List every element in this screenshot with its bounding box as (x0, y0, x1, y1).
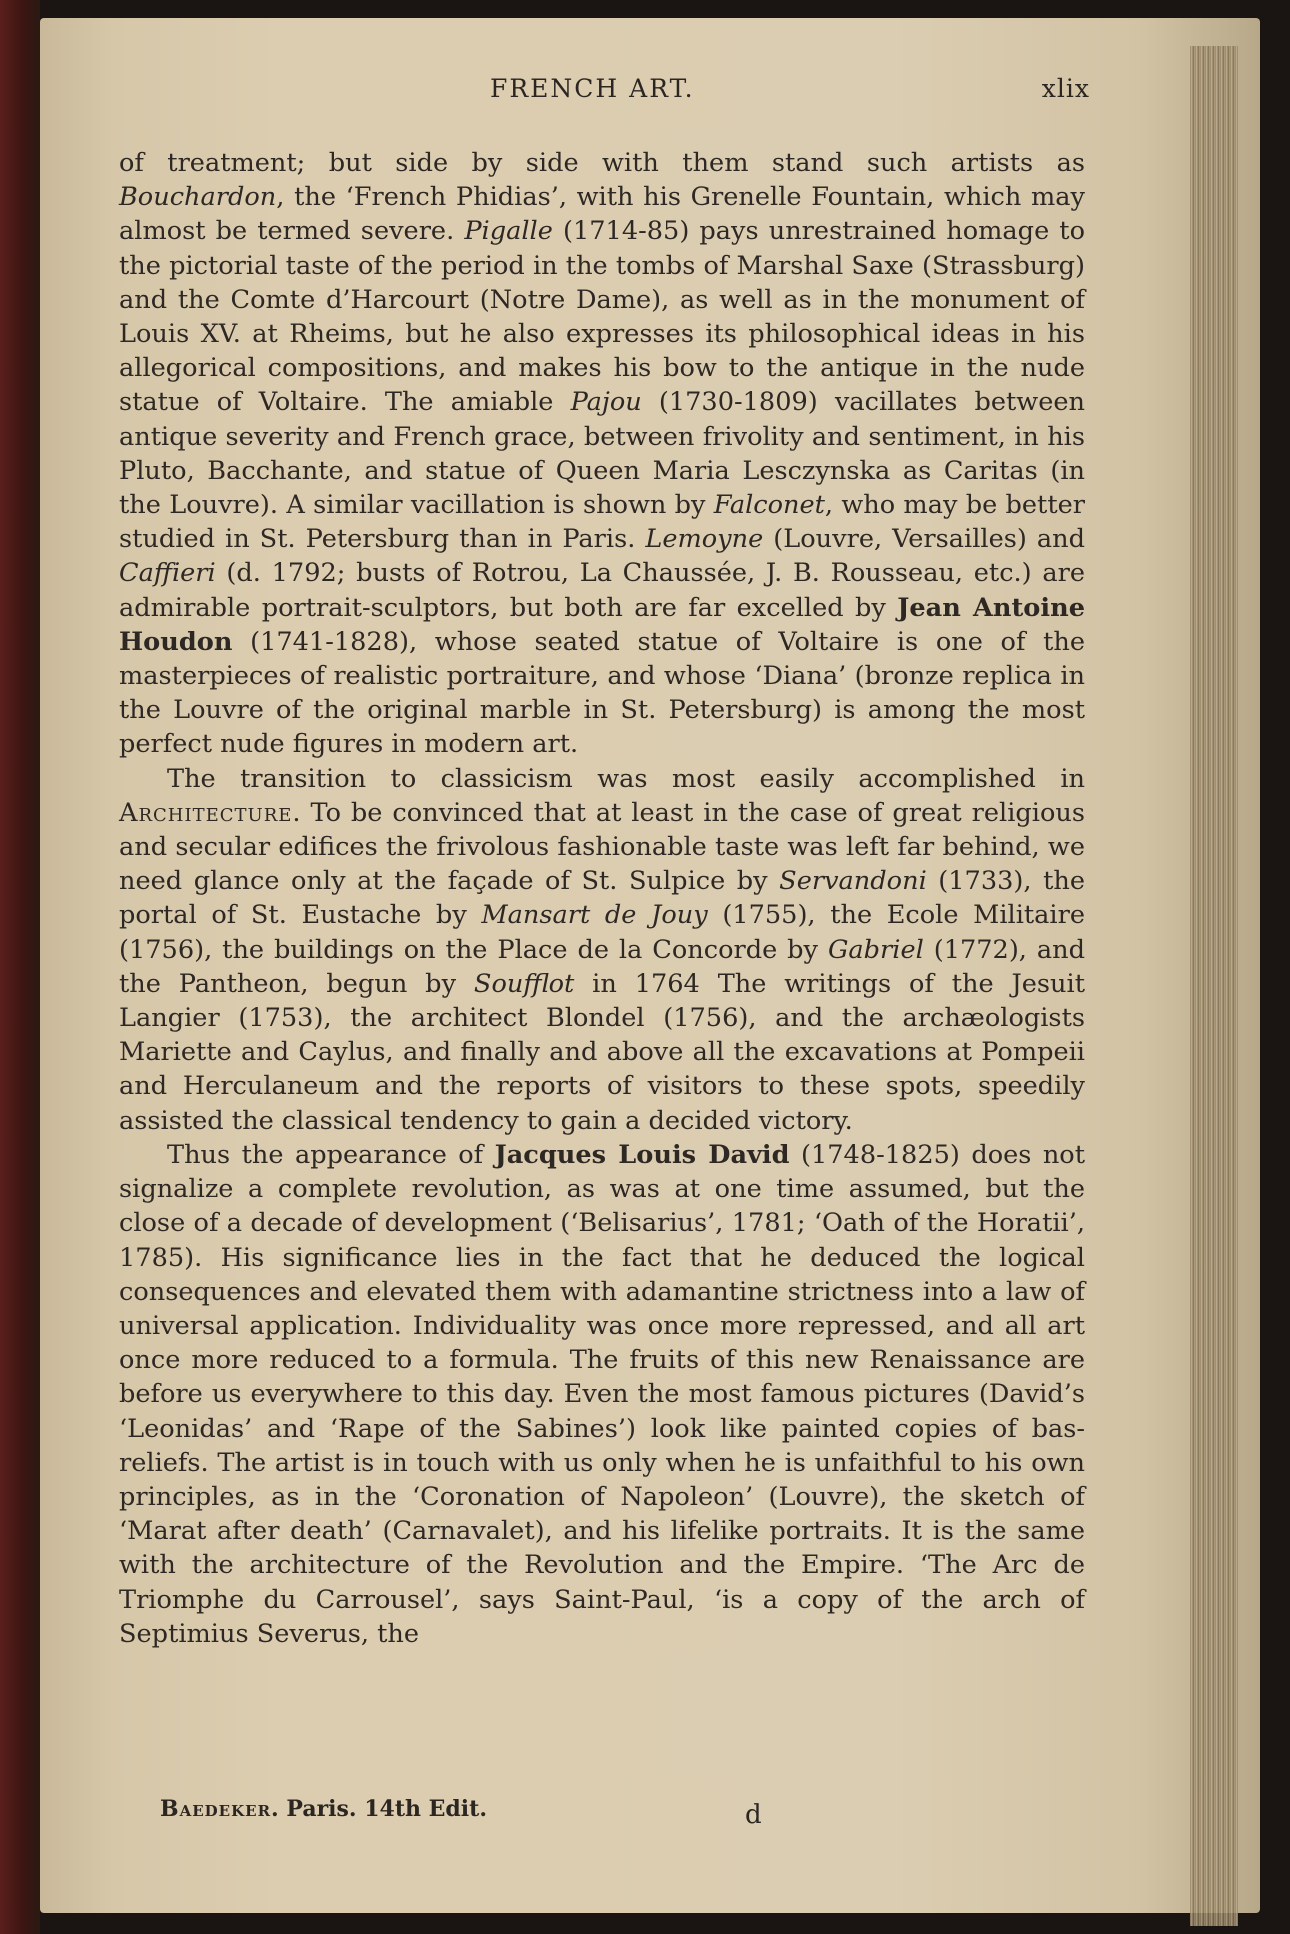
page-header (120, 74, 1090, 114)
paragraph-architecture: The transition to classicism was most easily accomplished in Architecture. To be convinced that at least in the case of great religious and secular edifices the frivolous fashionable taste was left far behind, we need glance only at the façade of St. Sulpice by Servandoni (1733), the portal of St. Eustache by Mansart de Jouy (1755), the Ecole Militaire (1756), the buildings on the Place de la Concorde by Gabriel (1772), and the Pantheon, begun by Soufflot in 1764 The writings of the Jesuit Langier (1753), the architect Blondel (1756), and the archæologists Mariette and Caylus, and finally and above all the excavations at Pompeii and Herculaneum and the reports of visitors to these spots, speedily assisted the classical tendency to gain a decided victory. (119, 763, 1086, 1136)
body-text (119, 146, 1085, 1651)
book-binding-left (0, 0, 40, 1934)
artist-name: Pajou (570, 387, 642, 418)
page-edges (1190, 46, 1238, 1926)
artist-name: Pigalle (464, 216, 553, 247)
paragraph-sculptors: of treatment; but side by side with them stand such artists as Bouchardon, the ‘French Phidias’, with his Grenelle Fountain, which may almost be termed severe. Pigalle (1714-85) pays unrestrained homage to the pictorial taste of the period in the tombs of Marshal Saxe (Strassburg) and the Comte d’Harcourt (Notre Dame), as well as in the monument of Louis XV. at Rheims, but he also expresses its philosophical ideas in his allegorical compositions, and makes his bow to the antique in the nude statue of Voltaire. The amiable Pajou (1730-1809) vacillates between antique severity and French grace, between frivolity and sentiment, in his Pluto, Bacchante, and statue of Queen Maria Lesczynska as Caritas (in the Louvre). A similar vacillation is shown by Falconet, who may be better studied in St. Petersburg than in Paris. Lemoyne (Louvre, Versailles) and Caffieri (d. 1792; busts of Rotrou, La Chaussée, J. B. Rousseau, etc.) are admirable portrait-sculptors, but both are far excelled by Jean Antoine Houdon (1741-1828), whose seated statue of Voltaire is one of the masterpieces of realistic portraiture, and whose ‘Diana’ (bronze replica in the Louvre of the original marble in St. Petersburg) is among the most perfect nude figures in modern art. (119, 148, 1085, 760)
page-number: xlix (1041, 74, 1090, 103)
artist-name: Lemoyne (645, 524, 764, 555)
artist-name: Caffieri (119, 558, 216, 589)
artist-name-bold: Jacques Louis David (494, 1139, 790, 1170)
paragraph-david: Thus the appearance of Jacques Louis David (1748-1825) does not signalize a complete revolution, as was at one time assumed, but the close of a decade of development (‘Belisarius’, 1781; ‘Oath of the Horatii’, 1785). His significance lies in the fact that he deduced the logical consequences and elevated them with adamantine strictness into a law of universal application. Individuality was once more repressed, and all art once more reduced to a formula. The fruits of this new Renaissance are before us everywhere to this day. Even the most famous pictures (David’s ‘Leonidas’ and ‘Rape of the Sabines’) look like painted copies of bas-reliefs. The artist is in touch with us only when he is unfaithful to his own principles, as in the ‘Coronation of Napoleon’ (Louvre), the sketch of ‘Marat after death’ (Carnavalet), and his lifelike portraits. It is the same with the architecture of the Revolution and the Empire. ‘The Arc de Triomphe du Carrousel’, says Saint-Paul, ‘is a copy of the arch of Septimius Severus, the (119, 1139, 1085, 1649)
artist-name: Bouchardon (119, 182, 277, 213)
artist-name: Mansart de Jouy (481, 900, 708, 931)
section-term: Architecture (119, 797, 293, 828)
edition-note: . Paris. 14th Edit. (271, 1796, 487, 1822)
signature-mark: d (745, 1800, 762, 1830)
artist-name: Servandoni (779, 866, 927, 897)
artist-name-bold: Jean Antoine Houdon (119, 592, 1085, 657)
running-title: FRENCH ART. (490, 74, 695, 103)
artist-name: Gabriel (827, 934, 924, 965)
artist-name: Soufflot (473, 968, 575, 999)
page-footer (160, 1796, 960, 1822)
artist-name: Falconet (713, 490, 825, 521)
publisher-name: Baedeker (160, 1796, 272, 1822)
